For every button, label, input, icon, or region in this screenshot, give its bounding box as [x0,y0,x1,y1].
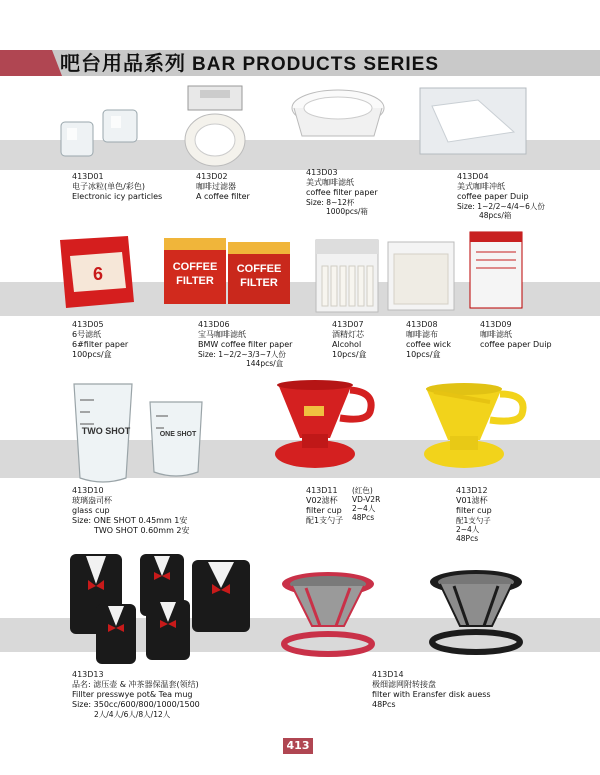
box-word-filter: FILTER [240,277,278,289]
product-line: 2人/4人/6人/8人/12人 [94,710,171,719]
product-line: 48Pcs [372,700,396,709]
product-code: 413D14 [372,670,404,679]
product-413D08 [406,320,451,360]
press-pot-sleeves-image [56,544,256,668]
coffee-paper-duip-pack-image [468,230,524,310]
product-line: 48pcs/箱 [479,211,512,220]
product-line: Size: 350cc/600/800/1000/1500 [72,700,200,709]
product-code: 413D02 [196,172,228,181]
product-line: Size: ONE SHOT 0.45mm 1安 [72,516,188,525]
coffee-filter-paper-stack-image [288,86,388,146]
product-line: V02滤杯 [306,496,338,505]
product-code: 413D13 [72,670,104,679]
coffee-filter-pack-image [180,84,250,170]
alcohol-wick-pack-image [312,238,382,314]
title-chinese: 吧台用品系列 [60,51,186,75]
box-word-coffee: COFFEE [172,261,218,273]
product-line: 电子冰粒(单色/彩色) [72,182,145,191]
product-line: 48Pcs [456,534,479,543]
product-line: 10pcs/盒 [332,350,367,359]
product-line: 玻璃盎司杯 [72,496,112,505]
product-line: coffee paper Duip [480,340,552,349]
box-word-filter: FILTER [176,275,214,287]
product-code: 413D07 [332,320,364,329]
product-code: 413D08 [406,320,438,329]
product-413D07 [332,320,367,360]
product-line: 咖啡滤布 [406,330,438,339]
product-line: (红色) [352,486,373,495]
product-code: 413D06 [198,320,230,329]
product-code: 413D12 [456,486,488,495]
one-shot-glass-image [146,398,206,480]
product-code: 413D04 [457,172,489,181]
product-line: Size: 1~2/2~3/3~7人份 [198,350,286,359]
glass-label-two-shot: TWO SHOT [81,426,131,436]
product-413D14 [372,670,491,710]
black-fine-mesh-filter-image [424,566,530,658]
product-line: 极细滤网附转接盘 [372,680,436,689]
product-line: A coffee filter [196,192,250,201]
product-line: 配1支勺子 [306,516,344,525]
product-code: 413D05 [72,320,104,329]
product-line: 144pcs/盒 [246,359,284,368]
header-accent-tab [0,50,52,76]
product-413D12 [456,486,492,543]
red-fine-mesh-filter-image [276,568,382,660]
product-line: 美式咖啡冲纸 [457,182,505,191]
product-line: filter with Eransfer disk auess [372,690,491,699]
product-413D06 [198,320,292,368]
product-line: Size: 8~12杯 [306,198,355,207]
glass-label-one-shot: ONE SHOT [159,431,197,438]
product-line: Fillter presswye pot& Tea mug [72,690,193,699]
product-line: 1000pcs/箱 [326,207,368,216]
box-word-coffee: COFFEE [236,263,282,275]
two-shot-glass-image [68,378,138,488]
product-line: 美式咖啡滤纸 [306,178,354,187]
bmw-filter-box-small-image [160,236,230,306]
product-line: TWO SHOT 0.60mm 2安 [94,526,190,535]
product-413D11-details [352,486,380,522]
title-english: BAR PRODUCTS SERIES [192,54,440,75]
product-line: 咖啡过滤器 [196,182,236,191]
product-code: 413D09 [480,320,512,329]
product-line: glass cup [72,506,110,515]
product-code: 413D10 [72,486,104,495]
product-413D04 [457,172,545,220]
product-line: 6号滤纸 [72,330,102,339]
red-v02-dripper-image [270,378,382,478]
product-line: Electronic icy particles [72,192,163,201]
product-line: 2~4人 [456,525,480,534]
product-code: 413D01 [72,172,104,181]
product-line: 咖啡滤纸 [480,330,512,339]
product-line: filter cup [306,506,342,515]
product-line: Size: 1~2/2~4/4~6人份 [457,202,545,211]
page-number: 413 [283,738,313,754]
product-line: 48Pcs [352,513,375,522]
product-line: 品名: 滤压壶 & 冲茶器保温套(领结) [72,680,199,689]
coffee-paper-duip-image [418,86,528,156]
product-413D11 [306,486,343,526]
yellow-v01-dripper-image [420,380,532,476]
product-line: 酒精灯芯 [332,330,364,339]
product-line: coffee filter paper [306,188,378,197]
product-413D02 [196,172,250,202]
product-line: VD-V2R [352,495,381,504]
product-413D05 [72,320,128,360]
product-413D09 [480,320,552,350]
product-413D10 [72,486,190,536]
product-line: 10pcs/盒 [406,350,441,359]
product-line: 宝马咖啡滤纸 [198,330,246,339]
ice-cubes-image [55,102,150,167]
product-line: BMW coffee filter paper [198,340,293,349]
bmw-filter-box-large-image [226,240,292,306]
product-line: Alcohol [332,340,362,349]
6-filter-paper-box-image [56,232,138,312]
product-413D03 [306,168,378,216]
product-line: 100pcs/盒 [72,350,112,359]
page-title [60,50,439,76]
product-code: 413D11 [306,486,338,495]
product-line: 2~4人 [352,504,376,513]
product-413D01 [72,172,162,202]
product-line: filter cup [456,506,492,515]
product-line: coffee wick [406,340,451,349]
coffee-wick-pack-image [386,240,456,312]
box-number: 6 [92,264,104,284]
product-line: coffee paper Duip [457,192,529,201]
product-line: 配1支勺子 [456,516,491,525]
product-line: V01滤杯 [456,496,488,505]
product-line: 6#filter paper [72,340,129,349]
product-code: 413D03 [306,168,338,177]
product-413D13 [72,670,200,719]
